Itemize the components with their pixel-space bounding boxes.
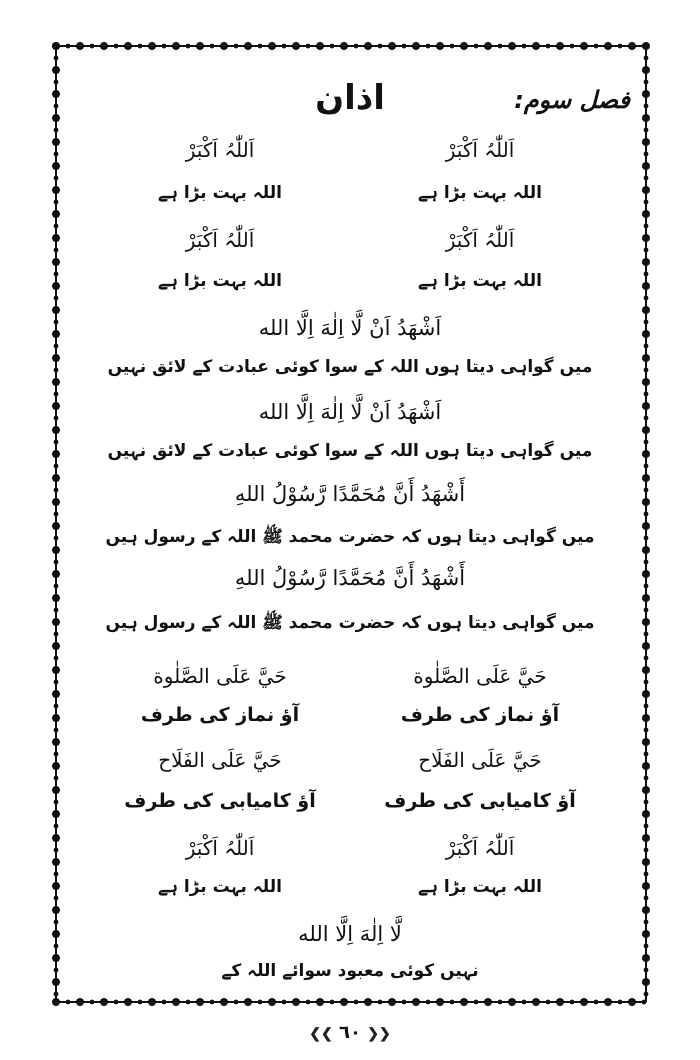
urdu-line-left: اللہ بہت بڑا ہے — [158, 183, 282, 203]
arabic-line-left: اَللّٰہُ اَکْبَرْ — [185, 138, 255, 162]
urdu-line-right: اللہ بہت بڑا ہے — [418, 271, 542, 291]
shahada-urdu-line: میں گواہی دیتا ہوں کہ حضرت محمد ﷺ اللہ کے رسول ہیں — [105, 613, 595, 633]
arabic-line-left: اَللّٰہُ اَکْبَرْ — [185, 228, 255, 252]
arabic-line-right: اَللّٰہُ اَکْبَرْ — [445, 836, 515, 860]
translation-row — [110, 790, 590, 830]
section-label: فصل سوم: — [514, 86, 630, 114]
shahada-arabic-line: اَشْهَدُ اَنْ لَّا اِلٰهَ اِلَّا الله — [258, 400, 442, 424]
takbir-row — [110, 228, 590, 268]
hayya-salah-row — [110, 664, 590, 704]
hayya-falah-row — [110, 748, 590, 788]
shahada-urdu-line: میں گواہی دیتا ہوں کہ حضرت محمد ﷺ اللہ کے رسول ہیں — [105, 527, 595, 547]
urdu-line-right: اللہ بہت بڑا ہے — [418, 183, 542, 203]
left-bracket-ornament-icon: ❮❮ — [309, 1026, 333, 1042]
page-header — [70, 78, 630, 128]
shahada-urdu-line: میں گواہی دیتا ہوں اللہ کے سوا کوئی عبادت کے لائق نہیں — [107, 357, 593, 377]
page-number — [0, 1022, 700, 1043]
shahada-arabic-line: أَشْهَدُ أَنَّ مُحَمَّدًا رَّسُوْلُ اللهِ — [234, 566, 466, 590]
translation-row — [110, 182, 590, 222]
shahada-arabic-line: اَشْهَدُ اَنْ لَّا اِلٰهَ اِلَّا الله — [258, 316, 442, 340]
arabic-line-right: حَيَّ عَلَى الصَّلٰوة — [413, 664, 547, 688]
arabic-line-right: اَللّٰہُ اَکْبَرْ — [445, 228, 515, 252]
closing-urdu-line: نہیں کوئی معبود سوائے اللہ کے — [221, 961, 479, 981]
arabic-line-left: حَيَّ عَلَى الصَّلٰوة — [153, 664, 287, 688]
translation-row — [110, 876, 590, 916]
urdu-line-right: آؤ نماز کی طرف — [400, 704, 560, 726]
takbir-row — [110, 836, 590, 876]
urdu-line-left: اللہ بہت بڑا ہے — [158, 877, 282, 897]
translation-row — [110, 704, 590, 744]
arabic-line-left: حَيَّ عَلَى الفَلَاح — [158, 748, 282, 772]
takbir-row — [110, 138, 590, 178]
closing-arabic-line: لَّا اِلٰهَ اِلَّا الله — [298, 922, 402, 946]
urdu-line-left: اللہ بہت بڑا ہے — [158, 271, 282, 291]
urdu-line-left: آؤ کامیابی کی طرف — [124, 790, 316, 812]
urdu-line-left: آؤ نماز کی طرف — [140, 704, 300, 726]
page-number-text: ٦٠ — [339, 1022, 361, 1043]
arabic-line-right: حَيَّ عَلَى الفَلَاح — [418, 748, 542, 772]
shahada-arabic-line: أَشْهَدُ أَنَّ مُحَمَّدًا رَّسُوْلُ اللهِ — [234, 482, 466, 506]
page-title: اذان — [315, 78, 385, 118]
urdu-line-right: اللہ بہت بڑا ہے — [418, 877, 542, 897]
shahada-urdu-line: میں گواہی دیتا ہوں اللہ کے سوا کوئی عبادت کے لائق نہیں — [107, 441, 593, 461]
urdu-line-right: آؤ کامیابی کی طرف — [384, 790, 576, 812]
arabic-line-left: اَللّٰہُ اَکْبَرْ — [185, 836, 255, 860]
arabic-line-right: اَللّٰہُ اَکْبَرْ — [445, 138, 515, 162]
right-bracket-ornament-icon: ❯❯ — [367, 1026, 391, 1042]
translation-row — [110, 270, 590, 310]
